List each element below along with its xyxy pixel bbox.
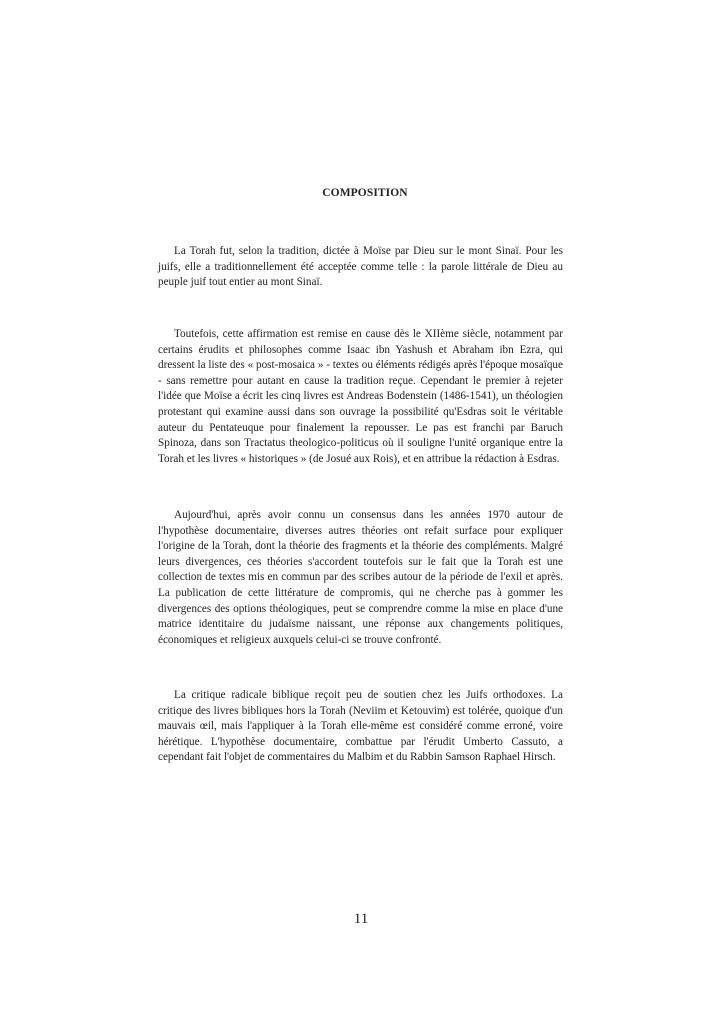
paragraph-1: La Torah fut, selon la tradition, dictée à Moïse par Dieu sur le mont Sinaï. Pour les juifs, elle a traditionnellement été acceptée comme telle : la parole littérale de Dieu au peuple juif tout entier au mont Sinaï. bbox=[158, 245, 563, 289]
paragraph-3: Aujourd'hui, après avoir connu un consensus dans les années 1970 autour de l'hypothèse documentaire, diverses autres théories ont refait surface pour expliquer l'origine de la Torah, dont la théorie des fragments et la théorie des compléments. Malgré leurs divergences, ces théories s'accordent toutefois sur le fait que la Torah est une collection de textes mis en commun par des scribes autour de la période de l'exil et après. La publication de cette littérature de compromis, qui ne cherche pas à gommer les divergences des options théologiques, peut se comprendre comme la mise en place d'une matrice identitaire du judaïsme naissant, une réponse aux changements politiques, économiques et religieux auxquels celui-ci se trouve confronté. bbox=[158, 509, 563, 646]
page-title: COMPOSITION bbox=[322, 187, 408, 199]
paragraph-2: Toutefois, cette affirmation est remise en cause dès le XIIème siècle, notamment par certains érudits et philosophes comme Isaac ibn Yashush et Abraham ibn Ezra, qui dressent la liste des « post-mosaica » - textes ou éléments rédigés après l'époque mosaïque - sans remettre pour autant en cause la tradition reçue. Cependant le premier à rejeter l'idée que Moïse a écrit les cinq livres est Andreas Bodenstein (1486-1541), un théologien protestant qui examine aussi dans son ouvrage la possibilité qu'Esdras soit le véritable auteur du Pentateuque pour finalement la repousser. Le pas est franchi par Baruch Spinoza, dans son Tractatus theologico-politicus où il souligne l'unité organique entre la Torah et les livres « historiques » (de Josué aux Rois), et en attribue la rédaction à Esdras. bbox=[158, 328, 563, 465]
paragraph-4: La critique radicale biblique reçoit peu de soutien chez les Juifs orthodoxes. La critique des livres bibliques hors la Torah (Neviim et Ketouvim) est tolérée, quoique d'un mauvais œil, mais l'appliquer à la Torah elle-même est considéré comme erroné, voire hérétique. L'hypothèse documentaire, combattue par l'érudit Umberto Cassuto, a cependant fait l'objet de commentaires du Malbim et du Rabbin Samson Raphael Hirsch. bbox=[158, 689, 563, 764]
page-number: 11 bbox=[353, 911, 369, 927]
